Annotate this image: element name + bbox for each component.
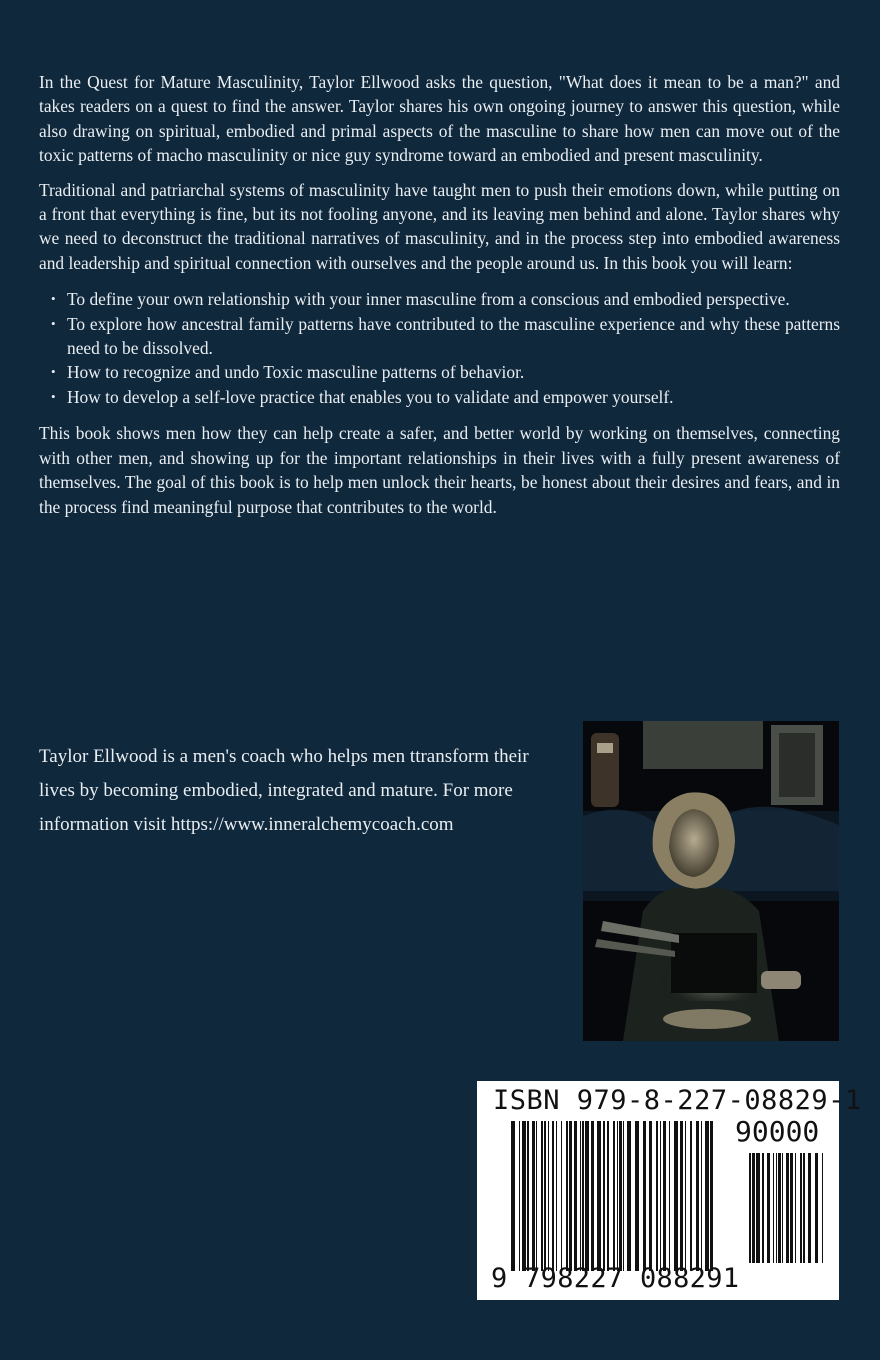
barcode-bar <box>569 1121 572 1271</box>
description-paragraph-1: In the Quest for Mature Masculinity, Taylor Ellwood asks the question, "What does it mean to be a man?" and takes readers on a quest to find the answer. Taylor shares his own ongoing journey to answer this question, while also drawing on spiritual, embodied and primal aspects of the masculine to share how men can move out of the toxic patterns of macho masculinity or nice guy syndrome toward an embodied and present masculinity. <box>39 72 840 166</box>
barcode-bar <box>582 1121 584 1271</box>
barcode-bar <box>585 1121 589 1271</box>
barcode-bar <box>591 1121 594 1271</box>
barcode-bar <box>685 1121 686 1271</box>
ean-digits: 9 798227 088291 <box>491 1263 740 1294</box>
barcode-bar <box>696 1121 699 1271</box>
barcode-bar <box>643 1121 646 1271</box>
barcode-bar <box>795 1153 796 1263</box>
barcode-bar <box>541 1121 543 1271</box>
barcode-bar <box>566 1121 568 1271</box>
description-paragraph-2: Traditional and patriarchal systems of masculinity have taught men to push their emotions down, while putting on a front that everything is fine, but its not fooling anyone, and its leaving men behind and alone. Taylor shares why we need to deconstruct the traditional narratives of masculinity, and in the process step into embodied awareness and leadership and spiritual connection with ourselves and the people around us. In this book you will learn: <box>39 179 840 273</box>
list-item: • How to recognize and undo Toxic masculine patterns of behavior. <box>67 360 840 384</box>
barcode-bar <box>649 1121 652 1271</box>
bullet-icon: • <box>51 315 56 331</box>
list-item: • To define your own relationship with your inner masculine from a conscious and embodied perspective. <box>67 287 840 311</box>
barcode-bar <box>800 1153 802 1263</box>
author-bio: Taylor Ellwood is a men's coach who helps men ttransform their lives by becoming embodied, integrated and mature. For more information visit https://www.inneralchemycoach.com <box>39 746 529 835</box>
barcode-bar <box>556 1121 557 1271</box>
barcode-bar <box>669 1121 670 1271</box>
barcode-bar <box>511 1121 515 1271</box>
barcode-bar <box>574 1121 577 1271</box>
price-code: 90000 <box>735 1115 820 1148</box>
barcode-bar <box>756 1153 760 1263</box>
barcode-bar <box>580 1121 581 1271</box>
barcode-bar <box>782 1153 783 1263</box>
barcode-bar <box>603 1121 605 1271</box>
barcode-bar <box>752 1153 755 1263</box>
author-photo <box>583 721 839 1041</box>
barcode-bar <box>822 1153 823 1263</box>
barcode-bar <box>544 1121 546 1271</box>
barcode-bar <box>778 1153 781 1263</box>
barcode-bar <box>656 1121 658 1271</box>
barcode-bar <box>607 1121 609 1271</box>
barcode-bar <box>680 1121 683 1271</box>
barcode-bar <box>548 1121 549 1271</box>
barcode-bar <box>617 1121 618 1271</box>
barcode-bar <box>767 1153 770 1263</box>
barcode-bar <box>527 1121 529 1271</box>
barcode-bar <box>536 1121 537 1271</box>
barcode-bar <box>674 1121 678 1271</box>
barcode-bar <box>532 1121 535 1271</box>
barcode-bar <box>690 1121 692 1271</box>
description-paragraph-3: This book shows men how they can help create a safer, and better world by working on themselves, connecting with other men, and showing up for the important relationships in their lives with a fully present awareness of themselves. The goal of this book is to help men unlock their hearts, be honest about their desires and fears, and in the process find meaningful purpose that contributes to the world. <box>39 423 840 517</box>
barcode-bar <box>749 1153 751 1263</box>
barcode-bar <box>705 1121 709 1271</box>
barcode-bar <box>773 1153 774 1263</box>
barcode-bar <box>790 1153 793 1263</box>
barcode-bar <box>808 1153 811 1263</box>
learning-points-list <box>39 287 840 409</box>
barcode-bar <box>701 1121 702 1271</box>
barcode-bar <box>561 1121 562 1271</box>
barcode-bar <box>803 1153 805 1263</box>
back-cover-description <box>39 70 840 529</box>
barcode-bar <box>776 1153 777 1263</box>
barcode-bar <box>552 1121 554 1271</box>
barcode-bar <box>762 1153 764 1263</box>
bullet-icon: • <box>51 388 56 404</box>
list-item: • To explore how ancestral family patterns have contributed to the masculine experience and why these patterns need to be dissolved. <box>51 313 840 359</box>
author-portrait-image <box>583 721 839 1041</box>
barcode-bar <box>613 1121 615 1271</box>
barcode-bar <box>663 1121 666 1271</box>
list-item: • How to develop a self-love practice that enables you to validate and empower yourself. <box>67 385 840 409</box>
bullet-icon: • <box>51 291 56 307</box>
barcode-bar <box>522 1121 526 1271</box>
barcode-bar <box>597 1121 601 1271</box>
barcode-bar <box>627 1121 631 1271</box>
barcode-bar <box>619 1121 622 1271</box>
bullet-icon: • <box>51 364 56 380</box>
isbn-barcode <box>477 1081 862 1300</box>
barcode-bar <box>786 1153 789 1263</box>
barcode-bar <box>635 1121 639 1271</box>
isbn-label: ISBN 979-8-227-08829-1 <box>493 1085 862 1116</box>
barcode-bar <box>660 1121 661 1271</box>
barcode-bar <box>815 1153 818 1263</box>
barcode-bar <box>519 1121 520 1271</box>
barcode-bar <box>623 1121 624 1271</box>
barcode-bar <box>710 1121 713 1271</box>
